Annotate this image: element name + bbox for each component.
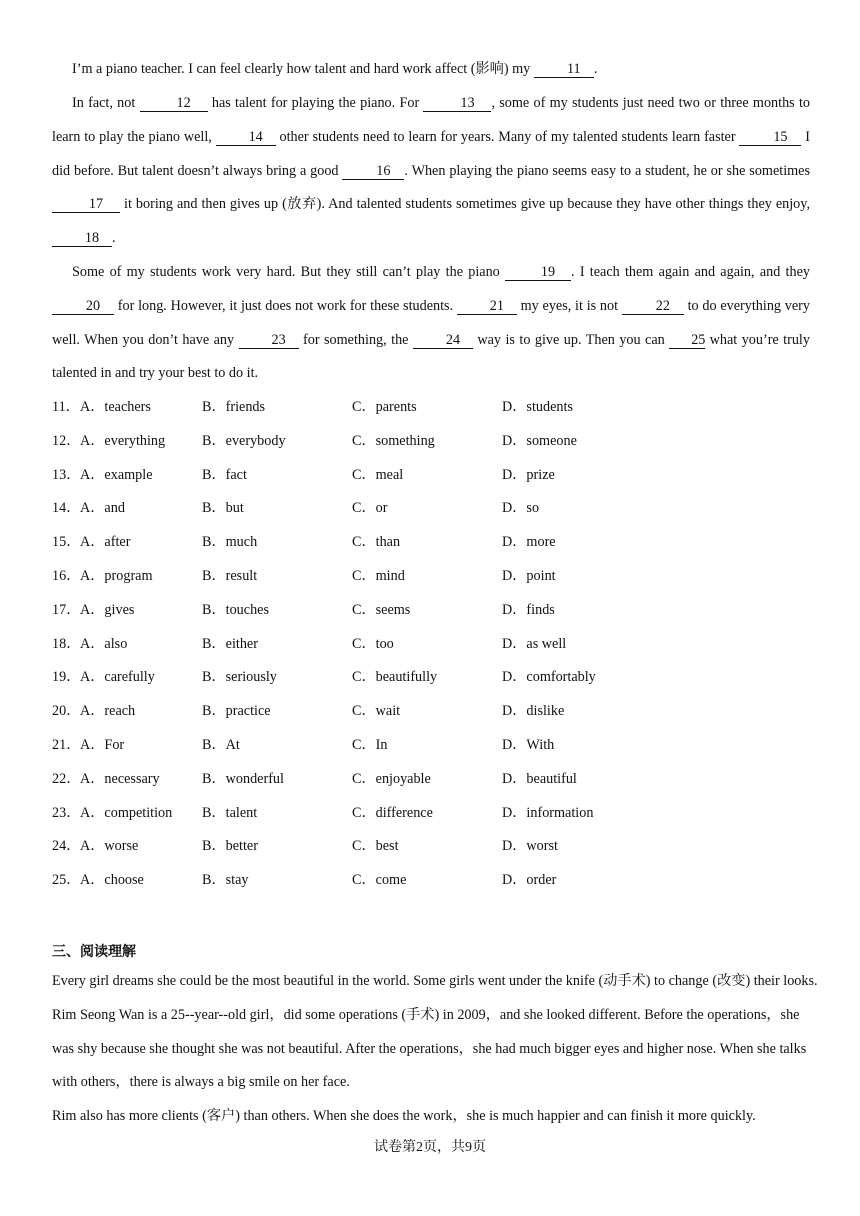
option-c[interactable]: C．mind: [352, 567, 405, 584]
blank-23: 23: [239, 332, 299, 349]
option-a[interactable]: A．carefully: [80, 669, 155, 686]
cloze-text: In fact, not: [72, 95, 140, 111]
cloze-paragraph-1: [52, 53, 810, 87]
question-row: [52, 864, 752, 898]
blank-21: 21: [457, 298, 517, 315]
reading-paragraph: Rim Seong Wan is a 25--year--old girl，did some operations (手术) in 2009，and she looked different. Before the operations，she was shy because she thought she was not beautiful. After the operations，she had much bigger eyes and higher nose. When she talks with others，there is always a big smile on her face.: [52, 1006, 807, 1091]
question-row: [52, 459, 752, 493]
option-d[interactable]: D．as well: [502, 635, 567, 652]
option-c[interactable]: C．best: [352, 838, 399, 855]
cloze-text: other students need to learn for years. Many of my talented students learn faster: [275, 128, 740, 145]
blank-14: 14: [216, 129, 276, 146]
option-b[interactable]: B．much: [202, 534, 258, 551]
option-c[interactable]: C．meal: [352, 466, 404, 483]
option-d[interactable]: D．information: [502, 804, 594, 821]
question-row: [52, 425, 752, 459]
question-row: [52, 594, 752, 628]
option-d[interactable]: D．so: [502, 500, 540, 517]
option-d[interactable]: D．With: [502, 736, 555, 753]
option-d[interactable]: D．someone: [502, 432, 577, 449]
option-a[interactable]: A．teachers: [80, 399, 151, 415]
option-b[interactable]: B．wonderful: [202, 770, 284, 787]
option-a[interactable]: A．and: [80, 500, 125, 517]
option-d[interactable]: D．comfortably: [502, 669, 596, 686]
cloze-text: .: [593, 61, 598, 77]
option-a[interactable]: A．program: [80, 567, 153, 584]
cloze-text: .: [112, 230, 116, 247]
option-a[interactable]: A．gives: [80, 601, 135, 618]
option-b[interactable]: B．better: [202, 838, 258, 855]
option-d[interactable]: D．order: [502, 872, 557, 889]
question-options: [52, 391, 752, 898]
cloze-text: Some of my students work very hard. But they still can’t play the piano: [72, 264, 506, 280]
option-a[interactable]: A．worse: [80, 838, 139, 855]
cloze-text: . I teach them again and again, and they: [571, 264, 810, 280]
question-number: 16．: [52, 567, 81, 584]
option-b[interactable]: B．but: [202, 500, 244, 517]
blank-24: 24: [413, 332, 473, 349]
question-row: [52, 391, 752, 425]
option-b[interactable]: B．seriously: [202, 669, 277, 686]
question-number: 24．: [52, 838, 81, 855]
option-b[interactable]: B．result: [202, 567, 258, 584]
option-d[interactable]: D．point: [502, 567, 556, 584]
option-b[interactable]: B．touches: [202, 601, 269, 618]
option-a[interactable]: A．after: [80, 534, 131, 551]
option-c[interactable]: C．or: [352, 500, 388, 517]
question-number: 14．: [52, 500, 81, 517]
option-a[interactable]: A．choose: [80, 872, 144, 889]
question-row: [52, 763, 752, 797]
option-a[interactable]: A．necessary: [80, 770, 160, 787]
question-row: [52, 729, 752, 763]
option-a[interactable]: A．also: [80, 635, 128, 652]
cloze-text: what you’re truly talented in and try your best to do it.: [52, 331, 810, 382]
option-c[interactable]: C．beautifully: [352, 669, 438, 686]
question-number: 12．: [52, 432, 81, 449]
option-b[interactable]: B．friends: [202, 399, 266, 415]
question-number: 18．: [52, 635, 81, 652]
option-c[interactable]: C．difference: [352, 804, 433, 821]
question-row: [52, 695, 752, 729]
cloze-paragraph-3: [52, 256, 810, 391]
question-row: [52, 661, 752, 695]
option-a[interactable]: A．competition: [80, 804, 173, 821]
option-c[interactable]: C．something: [352, 432, 435, 449]
cloze-text: it boring and then gives up (放弃). And talented students sometimes give up because they have other things they enjoy,: [120, 196, 810, 213]
option-a[interactable]: A．everything: [80, 432, 166, 449]
cloze-text: . When playing the piano seems easy to a student, he or she sometimes: [404, 162, 810, 179]
question-number: 20．: [52, 703, 81, 720]
option-d[interactable]: D．more: [502, 534, 556, 551]
question-number: 25．: [52, 872, 81, 889]
question-row: [52, 492, 752, 526]
cloze-text: for long. However, it just does not work for these students.: [114, 297, 457, 314]
option-d[interactable]: D．beautiful: [502, 770, 577, 787]
option-c[interactable]: C．In: [352, 736, 388, 753]
question-number: 13．: [52, 466, 81, 483]
option-b[interactable]: B．At: [202, 736, 240, 753]
cloze-text: my eyes, it is not: [516, 297, 622, 314]
blank-12: 12: [140, 95, 208, 112]
section-title: 三、阅读理解: [52, 944, 136, 960]
blank-19: 19: [505, 264, 571, 281]
cloze-text: to do everything very well. When you don’t have any: [52, 297, 810, 348]
cloze-text: I’m a piano teacher. I can feel clearly how talent and hard work affect (影响) my: [72, 61, 534, 77]
option-a[interactable]: A．reach: [80, 703, 136, 720]
option-b[interactable]: B．talent: [202, 804, 258, 821]
option-b[interactable]: B．either: [202, 635, 258, 652]
option-c[interactable]: C．enjoyable: [352, 770, 431, 787]
question-row: [52, 526, 752, 560]
option-a[interactable]: A．For: [80, 736, 125, 753]
blank-16: 16: [342, 163, 404, 180]
option-d[interactable]: D．prize: [502, 466, 555, 483]
option-c[interactable]: C．too: [352, 635, 394, 652]
blank-25: 25: [669, 332, 705, 349]
question-row: [52, 560, 752, 594]
blank-15: 15: [739, 129, 801, 146]
option-d[interactable]: D．dislike: [502, 703, 565, 720]
reading-paragraph: Every girl dreams she could be the most beautiful in the world. Some girls went under the knife (动手术) to change (改变) their looks.: [52, 973, 818, 989]
blank-17: 17: [52, 196, 120, 213]
option-d[interactable]: D．students: [502, 399, 573, 415]
option-a[interactable]: A．example: [80, 466, 153, 483]
page-footer: 试卷第2页，共9页: [374, 1140, 486, 1155]
option-b[interactable]: B．stay: [202, 872, 249, 889]
option-c[interactable]: C．parents: [352, 399, 417, 415]
question-row: [52, 628, 752, 662]
question-number: 15．: [52, 534, 81, 551]
question-number: 17．: [52, 601, 81, 618]
option-b[interactable]: B．everybody: [202, 432, 286, 449]
option-b[interactable]: B．practice: [202, 703, 271, 720]
option-c[interactable]: C．seems: [352, 601, 411, 618]
blank-18: 18: [52, 230, 112, 247]
cloze-text: , some of my students just need two or three months to learn to play the piano well,: [52, 95, 810, 145]
cloze-paragraph-2: [52, 87, 810, 256]
option-b[interactable]: B．fact: [202, 466, 247, 483]
blank-11: 11: [534, 61, 594, 78]
question-number: 21．: [52, 736, 81, 753]
cloze-text: way is to give up. Then you can: [472, 331, 670, 348]
option-c[interactable]: C．come: [352, 872, 407, 889]
question-number: 22．: [52, 770, 81, 787]
question-row: [52, 797, 752, 831]
blank-20: 20: [52, 298, 114, 315]
question-row: [52, 830, 752, 864]
cloze-text: has talent for playing the piano. For: [207, 95, 424, 111]
option-c[interactable]: C．wait: [352, 703, 401, 720]
option-d[interactable]: D．finds: [502, 601, 555, 618]
cloze-text: for something, the: [298, 331, 413, 348]
question-number: 11．: [52, 399, 80, 415]
blank-13: 13: [423, 95, 491, 112]
option-c[interactable]: C．than: [352, 534, 401, 551]
blank-22: 22: [622, 298, 684, 315]
question-number: 23．: [52, 804, 81, 821]
option-d[interactable]: D．worst: [502, 838, 558, 855]
question-number: 19．: [52, 669, 81, 686]
reading-passage: [52, 965, 822, 1134]
cloze-text: I did before. But talent doesn’t always bring a good: [52, 128, 810, 179]
reading-paragraph: Rim also has more clients (客户) than others. When she does the work，she is much happier and can finish it more quickly.: [52, 1108, 756, 1125]
